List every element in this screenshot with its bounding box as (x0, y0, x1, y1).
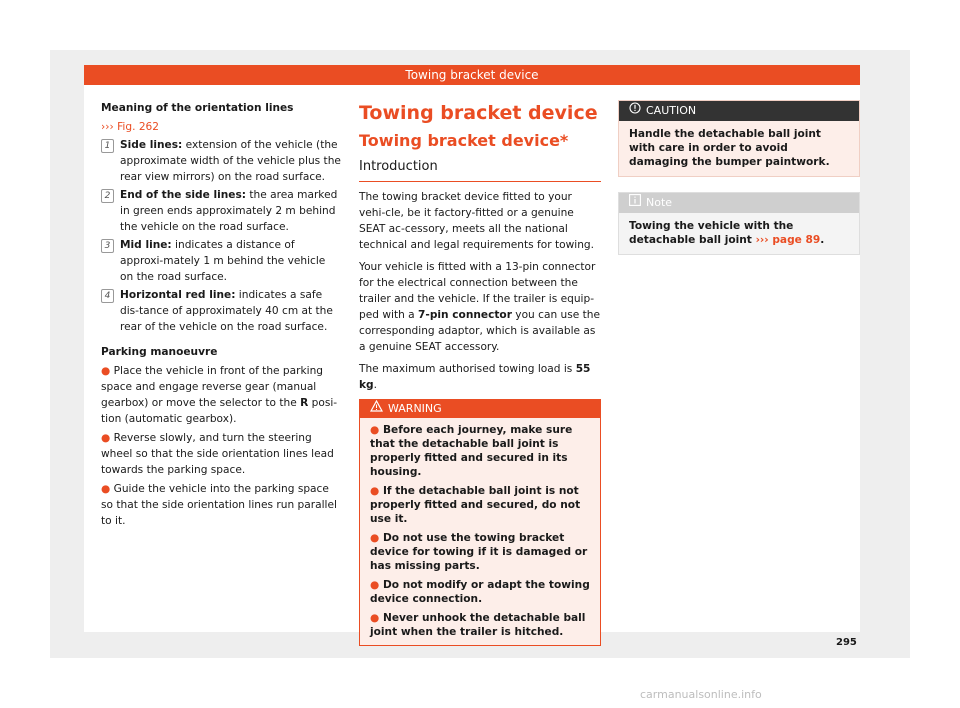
bullet-text: Guide the vehicle into the parking space so that the side orientation lines run parallel to it. (101, 483, 337, 527)
figure-reference[interactable] (101, 119, 341, 135)
bullet-dot: ● (370, 485, 380, 497)
info-icon (629, 193, 641, 213)
bullet-item (101, 481, 341, 529)
warning-item (370, 578, 590, 606)
bullet-item (101, 363, 341, 427)
warning-item (370, 611, 590, 639)
bullet-dot: ● (370, 612, 380, 624)
orientation-heading: Meaning of the orientation lines (101, 102, 294, 114)
bullet-text: Place the vehicle in front of the parking space and engage reverse gear (manual gearbox) or move the selector to the (101, 365, 324, 409)
warning-title: WARNING (388, 402, 442, 415)
warning-item (370, 423, 590, 479)
column-towing-intro (359, 100, 601, 646)
warning-box (359, 399, 601, 646)
bullet-dot: ● (370, 579, 380, 591)
caution-header (619, 101, 859, 121)
item-text: the area marked in green ends approximately 2 m behind the vehicle on the road surface. (120, 189, 338, 233)
load-text: The maximum authorised towing load is (359, 363, 576, 375)
intro-paragraph: The towing bracket device fitted to your vehi-cle, be it factory-fitted or a genuine SEAT ac-cessory, meets all the national technical and legal requirements for towing. (359, 191, 595, 251)
warning-item (370, 531, 590, 573)
bullet-text: Reverse slowly, and turn the steering wheel so that the side orientation lines lead towards the parking space. (101, 432, 334, 476)
gear-r: R (300, 397, 309, 409)
number-badge: 2 (101, 189, 114, 203)
note-box (618, 192, 860, 255)
connector-bold: 7-pin connector (418, 309, 512, 321)
parking-heading: Parking manoeuvre (101, 346, 218, 358)
warning-triangle-icon (370, 400, 383, 418)
item-term: Mid line: (120, 239, 172, 251)
list-item (101, 137, 341, 185)
note-title: Note (646, 196, 673, 209)
item-text: extension of the vehicle (the approximate width of the vehicle plus the rear view mirrors) on the road surface. (120, 139, 341, 183)
warning-header (360, 400, 600, 418)
bullet-text: posi-tion (automatic gearbox). (101, 397, 338, 425)
note-end: . (820, 234, 825, 246)
figure-link[interactable]: Fig. 262 (117, 121, 160, 133)
bullet-dot: ● (101, 365, 111, 377)
column-orientation-lines (101, 100, 341, 532)
column-caution-note (618, 100, 860, 255)
subsection-title: Towing bracket device* (359, 131, 569, 150)
connector-text: Your vehicle is fitted with a 13-pin connector for the electrical connection between the trailer and the vehicle. If the trailer is equip-ped with a (359, 261, 596, 321)
item-text: indicates a distance of approxi-mately 1 m behind the vehicle on the road surface. (120, 239, 326, 283)
section-title: Towing bracket device (359, 102, 598, 124)
bullet-dot: ● (370, 532, 380, 544)
load-value: 55 kg (359, 363, 591, 391)
note-text: Towing the vehicle with the detachable ball joint (629, 220, 794, 246)
load-paragraph (359, 361, 601, 393)
connector-text: you can use the corresponding adaptor, which is available as a genuine SEAT accessory. (359, 309, 601, 353)
list-item (101, 237, 341, 285)
caution-text: Handle the detachable ball joint with care in order to avoid damaging the bumper paintwork. (619, 121, 859, 176)
load-text: . (373, 379, 378, 391)
item-term: End of the side lines: (120, 189, 247, 201)
number-badge: 3 (101, 239, 114, 253)
orientation-list (101, 137, 341, 335)
note-body (619, 213, 859, 254)
connector-paragraph (359, 259, 601, 355)
chapter-header: Towing bracket device (84, 65, 860, 85)
bullet-dot: ● (370, 424, 380, 436)
number-badge: 1 (101, 139, 114, 153)
warning-body (360, 418, 600, 645)
warning-item (370, 484, 590, 526)
warning-text: Do not modify or adapt the towing device connection. (370, 579, 590, 605)
bullet-dot: ● (101, 483, 111, 495)
topic-title: Introduction (359, 158, 601, 182)
caution-circle-icon (629, 101, 641, 121)
number-badge: 4 (101, 289, 114, 303)
item-term: Side lines: (120, 139, 183, 151)
reference-arrow: ››› (101, 121, 114, 133)
bullet-item (101, 430, 341, 478)
warning-text: Never unhook the detachable ball joint when the trailer is hitched. (370, 612, 586, 638)
warning-text: If the detachable ball joint is not properly fitted and secured, do not use it. (370, 485, 581, 525)
bullet-dot: ● (101, 432, 111, 444)
caution-title: CAUTION (646, 104, 697, 117)
note-header (619, 193, 859, 213)
page-number: 295 (836, 637, 857, 648)
warning-text: Do not use the towing bracket device for towing if it is damaged or has missing parts. (370, 532, 588, 572)
page-link[interactable]: ››› page 89 (755, 234, 821, 246)
warning-text: Before each journey, make sure that the detachable ball joint is properly fitted and secured in its housing. (370, 424, 573, 478)
caution-box (618, 100, 860, 177)
watermark: carmanualsonline.info (640, 688, 762, 701)
list-item (101, 187, 341, 235)
list-item (101, 287, 341, 335)
item-text: indicates a safe dis-tance of approximately 40 cm at the rear of the vehicle on the road surface. (120, 289, 333, 333)
item-term: Horizontal red line: (120, 289, 236, 301)
